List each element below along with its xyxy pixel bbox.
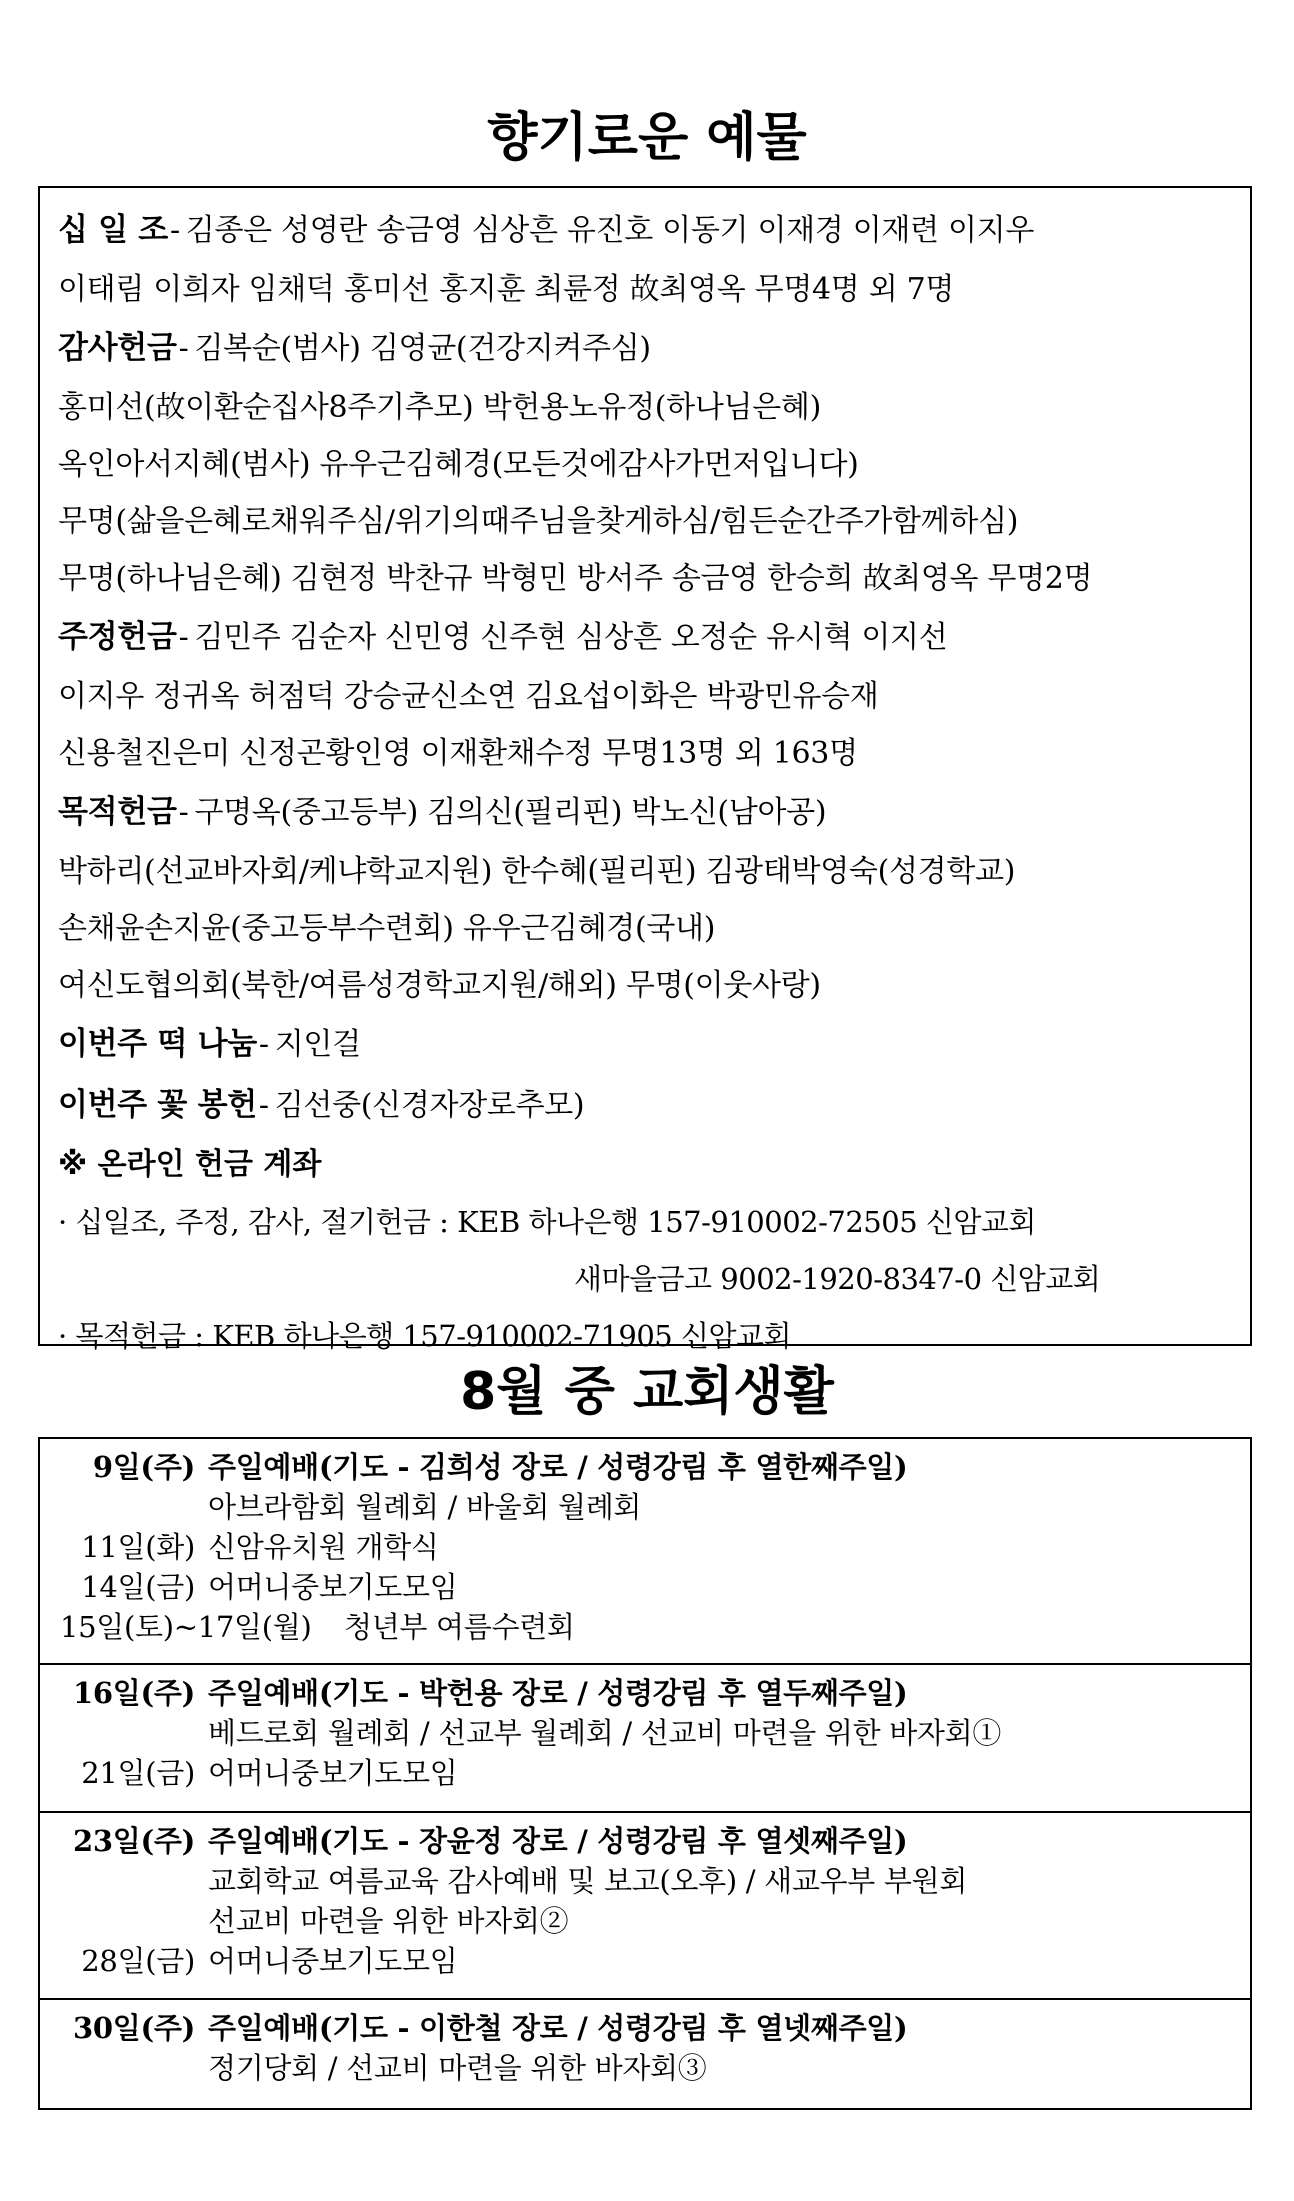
thanks-label: 감사헌금 (58, 330, 177, 366)
schedule-text: 신암유치원 개학식 (208, 1530, 439, 1564)
thanks-row (58, 318, 1250, 379)
thanks-names-1: 김복순(범사) 김영균(건강지켜주심) (194, 331, 651, 366)
tithe-label: 십 일 조 (58, 212, 168, 248)
thanks-names-5: 무명(하나님은혜) 김현정 박찬규 박형민 방서주 송금영 한승희 故최영옥 무명2명 (58, 561, 1093, 596)
schedule-text: 어머니중보기도모임 (208, 1756, 458, 1790)
schedule-date: 21일(금) (81, 1756, 195, 1790)
purpose-row (58, 782, 1250, 843)
schedule-date: 16일(주) (72, 1676, 195, 1710)
offering-list-box (38, 186, 1252, 1353)
schedule-text: 주일예배(기도 - 박헌용 장로 / 성령강림 후 열두째주일) (208, 1676, 908, 1710)
schedule-line (40, 1713, 1250, 1753)
rice-cake-dash: - (258, 1027, 269, 1062)
schedule-date: 11일(화) (81, 1530, 195, 1564)
schedule-line (40, 1673, 1250, 1713)
purpose-dash: - (178, 795, 189, 830)
schedule-text: 청년부 여름수련회 (344, 1610, 575, 1644)
schedule-date: 14일(금) (81, 1570, 195, 1604)
schedule-text: 베드로회 월례회 / 선교부 월례회 / 선교비 마련을 위한 바자회① (208, 1716, 1002, 1750)
schedule-line (40, 1527, 1250, 1567)
tithe-names-2: 이태림 이희자 임채덕 홍미선 홍지훈 최륜정 故최영옥 무명4명 외 7명 (58, 272, 955, 307)
schedule-line (40, 2048, 1250, 2088)
schedule-week (40, 1665, 1250, 1813)
online-account-line-3: · 목적헌금 : KEB 하나은행 157-910002-71905 신암교회 (58, 1319, 792, 1353)
tithe-names-1: 김종은 성영란 송금영 심상흔 유진호 이동기 이재경 이재련 이지우 (185, 213, 1035, 248)
schedule-date: 9일(주) (92, 1450, 195, 1484)
schedule-date: 23일(주) (72, 1824, 195, 1858)
tithe-row (58, 200, 1250, 261)
weekly-dash: - (178, 620, 189, 655)
weekly-names-1: 김민주 김순자 신민영 신주현 심상흔 오정순 유시혁 이지선 (194, 620, 948, 655)
weekly-names-2: 이지우 정귀옥 허점덕 강승균신소연 김요섭이화은 박광민유승재 (58, 679, 879, 714)
purpose-names-4: 여신도협의회(북한/여름성경학교지원/해외) 무명(이웃사랑) (58, 968, 821, 1003)
rice-cake-value: 지인걸 (274, 1027, 361, 1062)
purpose-label: 목적헌금 (58, 794, 177, 830)
purpose-names-3: 손채윤손지윤(중고등부수련회) 유우근김혜경(국내) (58, 911, 716, 946)
schedule-date: 30일(주) (72, 2011, 195, 2045)
weekly-row (58, 607, 1250, 668)
thanks-names-2: 홍미선(故이환순집사8주기추모) 박헌용노유정(하나님은혜) (58, 390, 821, 425)
schedule-line (40, 1487, 1250, 1527)
schedule-text: 정기당회 / 선교비 마련을 위한 바자회③ (208, 2051, 707, 2085)
schedule-box (38, 1437, 1252, 2110)
flowers-dash: - (258, 1088, 269, 1123)
online-account-heading: ※ 온라인 헌금 계좌 (58, 1147, 322, 1182)
schedule-week (40, 2000, 1250, 2108)
schedule-line (40, 2008, 1250, 2048)
rice-cake-row (58, 1014, 1250, 1075)
schedule-line (40, 1447, 1250, 1487)
weekly-label: 주정헌금 (58, 619, 177, 655)
schedule-text: 선교비 마련을 위한 바자회② (208, 1904, 569, 1938)
schedule-text: 주일예배(기도 - 이한철 장로 / 성령강림 후 열넷째주일) (208, 2011, 908, 2045)
schedule-text: 어머니중보기도모임 (208, 1570, 458, 1604)
flowers-row (58, 1075, 1250, 1136)
schedule-line (40, 1941, 1250, 1981)
flowers-label: 이번주 꽃 봉헌 (58, 1087, 257, 1123)
thanks-dash: - (178, 331, 189, 366)
rice-cake-label: 이번주 떡 나눔 (58, 1026, 257, 1062)
thanks-names-4: 무명(삶을은혜로채워주심/위기의때주님을찾게하심/힘든순간주가함께하심) (58, 504, 1019, 539)
purpose-names-2: 박하리(선교바자회/케냐학교지원) 한수혜(필리핀) 김광태박영숙(성경학교) (58, 854, 1016, 889)
schedule-line (40, 1821, 1250, 1861)
tithe-dash: - (169, 213, 180, 248)
offering-title: 향기로운 예물 (487, 108, 807, 168)
weekly-names-3: 신용철진은미 신정곤황인영 이재환채수정 무명13명 외 163명 (58, 736, 858, 771)
schedule-week (40, 1439, 1250, 1665)
schedule-line (40, 1607, 1250, 1647)
schedule-text: 주일예배(기도 - 장윤정 장로 / 성령강림 후 열셋째주일) (208, 1824, 908, 1858)
online-account-line-1: · 십일조, 주정, 감사, 절기헌금 : KEB 하나은행 157-910002-72505 신암교회 (58, 1205, 1036, 1239)
schedule-line (40, 1901, 1250, 1941)
schedule-text: 주일예배(기도 - 김희성 장로 / 성령강림 후 열한째주일) (208, 1450, 908, 1484)
schedule-week (40, 1813, 1250, 2000)
thanks-names-3: 옥인아서지혜(범사) 유우근김혜경(모든것에감사가먼저입니다) (58, 447, 859, 482)
schedule-line (40, 1567, 1250, 1607)
schedule-date: 28일(금) (81, 1944, 195, 1978)
schedule-text: 아브라함회 월례회 / 바울회 월례회 (208, 1490, 642, 1524)
schedule-line (40, 1861, 1250, 1901)
purpose-names-1: 구명옥(중고등부) 김의신(필리핀) 박노신(남아공) (194, 795, 827, 830)
schedule-title: 8월 중 교회생활 (460, 1362, 834, 1422)
schedule-line (40, 1753, 1250, 1793)
schedule-text: 어머니중보기도모임 (208, 1944, 458, 1978)
schedule-text: 교회학교 여름교육 감사예배 및 보고(오후) / 새교우부 부원회 (208, 1864, 968, 1898)
schedule-date: 15일(토)~17일(월) (60, 1610, 312, 1644)
flowers-value: 김선중(신경자장로추모) (274, 1088, 585, 1123)
online-account-line-2: 새마을금고 9002-1920-8347-0 신암교회 (574, 1262, 1101, 1296)
